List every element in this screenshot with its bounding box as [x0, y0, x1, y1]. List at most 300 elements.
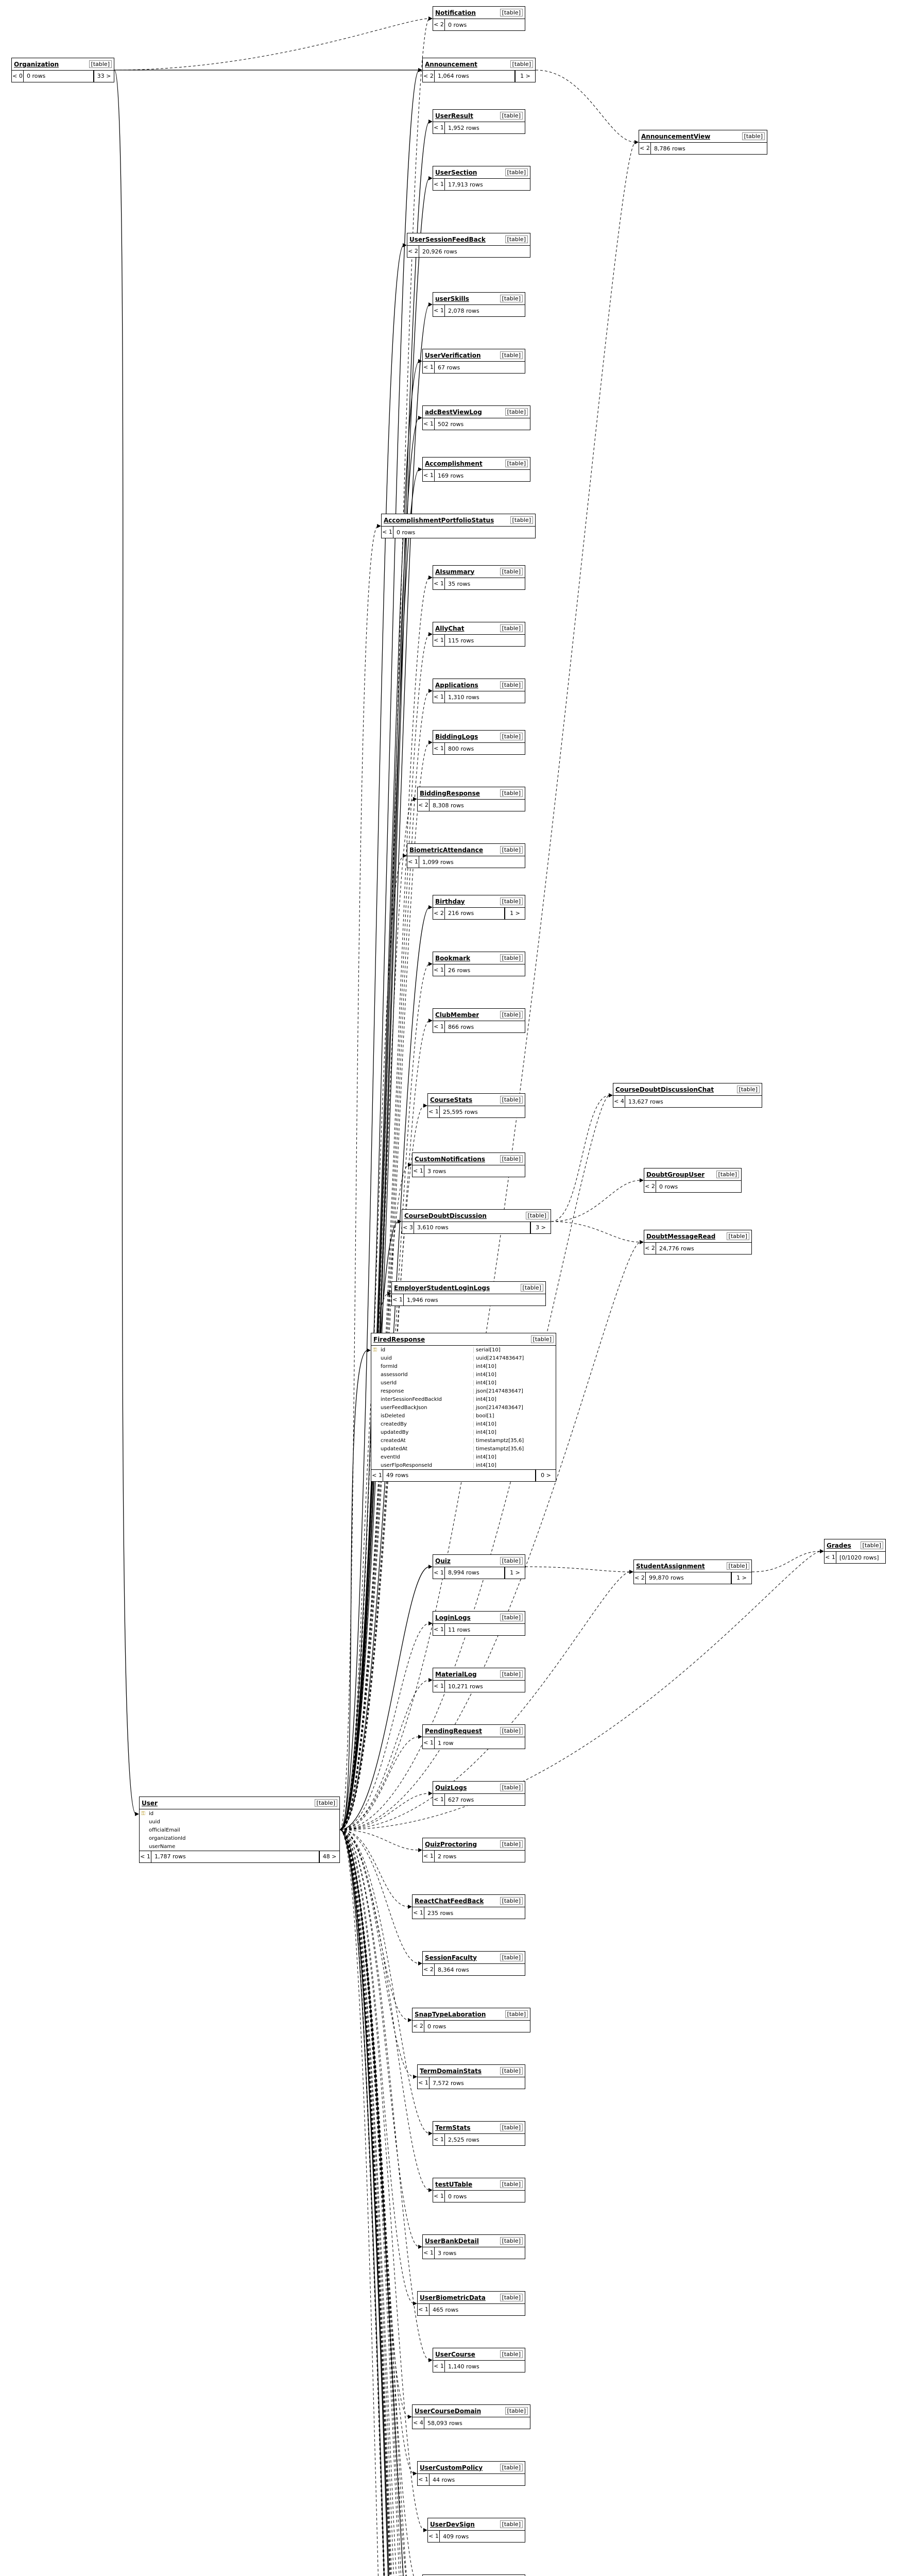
- table-footer: [433, 19, 525, 30]
- table-snap-type-laboration[interactable]: [412, 2008, 530, 2032]
- column-row: [371, 1420, 556, 1428]
- column-row: [371, 1412, 556, 1420]
- table-pending-request[interactable]: [422, 1724, 525, 1749]
- row-count: 11 rows: [448, 1626, 471, 1633]
- table-header: [644, 1230, 751, 1243]
- table-user-course-domain[interactable]: [412, 2404, 530, 2429]
- relationship-line-course-doubt-discussion-chat: [551, 1095, 610, 1222]
- relationship-line-student-notes: [340, 1830, 424, 2576]
- relationship-line-user-experience: [340, 1830, 419, 2576]
- table-name-link[interactable]: DoubtMessageRead: [646, 1232, 716, 1240]
- table-user-verification[interactable]: [422, 349, 525, 374]
- table-footer: [423, 1737, 525, 1749]
- parents-count: < 4: [613, 1096, 625, 1107]
- table-footer: [423, 470, 530, 481]
- table-user-skills[interactable]: [433, 292, 525, 317]
- column-name: createdAt: [381, 1437, 406, 1444]
- column-name: interSessionFeedBackId: [381, 1396, 442, 1402]
- row-count: 24,776 rows: [659, 1245, 694, 1252]
- row-count: 8,364 rows: [438, 1966, 469, 1973]
- table-name-link[interactable]: AllyChat: [435, 624, 465, 632]
- row-count: 866 rows: [448, 1023, 474, 1030]
- table-header: [433, 1782, 525, 1794]
- table-header: [634, 1560, 751, 1572]
- parents-count: < 2: [644, 1181, 656, 1192]
- relationship-arrow: [428, 962, 433, 966]
- table-header: [407, 844, 525, 856]
- relationship-arrow: [629, 1570, 633, 1574]
- relationship-arrow: [428, 176, 433, 180]
- table-footer: [407, 856, 525, 868]
- column-row: [140, 1818, 339, 1826]
- table-header: [423, 349, 525, 362]
- table-name-link[interactable]: QuizProctoring: [425, 1840, 477, 1848]
- parents-count: < 2: [407, 246, 419, 257]
- table-name-link[interactable]: PendingRequest: [425, 1727, 482, 1735]
- relationship-line-user-domain-data: [340, 1830, 419, 2576]
- table-name-link[interactable]: UserCourse: [435, 2350, 475, 2358]
- table-header: [433, 7, 525, 19]
- parents-count: < 1: [418, 2474, 430, 2485]
- relationship-arrow: [413, 797, 417, 801]
- parents-count: < 2: [413, 2021, 424, 2032]
- relationship-arrow: [418, 467, 422, 471]
- table-header: [423, 406, 530, 418]
- table-react-chat-feed-back[interactable]: [412, 1894, 525, 1919]
- column-name: response: [381, 1388, 404, 1394]
- table-name-link[interactable]: adcBestViewLog: [425, 408, 482, 416]
- parents-count: < 1: [433, 122, 445, 133]
- row-count: 2 rows: [438, 1853, 457, 1860]
- table-type-tag: [table]: [500, 2294, 523, 2301]
- table-name-link[interactable]: FiredResponse: [373, 1335, 425, 1343]
- parents-count: < 2: [423, 71, 435, 82]
- relationship-arrow: [367, 1348, 371, 1352]
- column-type: bool[1]: [473, 1413, 556, 1419]
- relationship-line-accomplishment-portfolio-status: [340, 526, 378, 1830]
- table-name-link[interactable]: Organization: [14, 60, 59, 68]
- table-name-link[interactable]: MaterialLog: [435, 1670, 477, 1678]
- relationship-line-off-campus: [340, 1830, 430, 2576]
- table-name-link[interactable]: AnnouncementView: [641, 132, 711, 140]
- column-name: assessorId: [381, 1371, 408, 1378]
- table-name-link[interactable]: userSkills: [435, 295, 469, 302]
- table-name-link[interactable]: QuizLogs: [435, 1784, 467, 1791]
- table-bookmark[interactable]: [433, 952, 525, 976]
- table-name-link[interactable]: UserVerification: [425, 351, 481, 359]
- table-type-tag: [table]: [500, 2124, 523, 2131]
- table-footer: [428, 1106, 525, 1117]
- table-name-link[interactable]: SessionFaculty: [425, 1954, 477, 1961]
- table-type-tag: [table]: [727, 1562, 749, 1570]
- column-row: [371, 1453, 556, 1461]
- table-biometric-attendance[interactable]: [407, 843, 525, 868]
- row-count: 20,926 rows: [422, 248, 457, 255]
- table-student-assignment[interactable]: [633, 1560, 752, 1584]
- column-type: uuid[2147483647]: [473, 1355, 556, 1361]
- column-type: int4[10]: [473, 1372, 556, 1378]
- relationship-arrow: [428, 575, 433, 580]
- relationship-arrow: [418, 1961, 422, 1965]
- table-name-link[interactable]: AccomplishmentPortfolioStatus: [384, 516, 494, 524]
- table-name-link[interactable]: Grades: [827, 1541, 851, 1549]
- relationship-arrow: [408, 2415, 412, 2419]
- table-user-result[interactable]: [433, 109, 525, 134]
- table-name-link[interactable]: CourseDoubtDiscussion: [404, 1212, 487, 1219]
- table-name-link[interactable]: ClubMember: [435, 1011, 479, 1019]
- table-quiz[interactable]: [433, 1554, 525, 1579]
- column-row: [140, 1826, 339, 1834]
- table-user-custom-policy[interactable]: [417, 2461, 525, 2486]
- table-footer: [428, 2531, 525, 2542]
- table-header: [433, 952, 525, 964]
- column-name: isDeleted: [381, 1413, 405, 1419]
- parents-count: < 1: [423, 1737, 435, 1749]
- table-name-link[interactable]: Bookmark: [435, 954, 471, 962]
- table-footer: [413, 1907, 525, 1919]
- relationship-line-announcement-view: [536, 70, 636, 142]
- table-type-tag: [table]: [737, 1086, 760, 1093]
- table-organization[interactable]: [11, 58, 114, 82]
- table-type-tag: [table]: [505, 460, 528, 467]
- table-fired-response[interactable]: [371, 1333, 556, 1482]
- column-type: json[2147483647]: [473, 1388, 556, 1394]
- row-count: 169 rows: [438, 472, 464, 479]
- column-name: officialEmail: [149, 1827, 180, 1833]
- row-count: 465 rows: [433, 2306, 459, 2313]
- primary-key-icon: ⚿: [373, 1347, 377, 1353]
- relationship-arrow: [428, 689, 433, 693]
- table-name-link[interactable]: UserBankDetail: [425, 2237, 479, 2245]
- table-ally-chat[interactable]: [433, 622, 525, 647]
- column-row: [140, 1809, 339, 1818]
- parents-count: < 2: [634, 1572, 646, 1584]
- column-list: [371, 1346, 556, 1470]
- parents-count: < 1: [433, 179, 445, 190]
- table-user-section[interactable]: [433, 166, 530, 191]
- row-count: 8,308 rows: [433, 802, 464, 809]
- parents-count: < 3: [402, 1222, 414, 1233]
- table-footer: [433, 635, 525, 646]
- table-footer: [433, 743, 525, 754]
- table-user-session-feed-back[interactable]: [407, 233, 530, 258]
- parents-count: < 1: [413, 1165, 424, 1177]
- relationship-arrow: [408, 2018, 412, 2022]
- table-footer: [433, 1794, 525, 1805]
- table-name-link[interactable]: TermDomainStats: [420, 2067, 482, 2075]
- parents-count: < 4: [413, 2417, 424, 2429]
- table-user[interactable]: [139, 1797, 340, 1863]
- parents-count: < 1: [433, 691, 445, 703]
- relationship-line-quiz: [340, 1567, 430, 1830]
- table-quiz-logs[interactable]: [433, 1781, 525, 1806]
- table-name-link[interactable]: UserSection: [435, 168, 477, 176]
- children-count: 1 >: [731, 1572, 751, 1584]
- relationship-line-user-bank-detail: [340, 1830, 419, 2247]
- row-count: [0/1020 rows]: [839, 1554, 879, 1561]
- table-footer: [433, 2361, 525, 2372]
- table-name-link[interactable]: LoginLogs: [435, 1614, 471, 1621]
- relationship-arrow: [418, 68, 422, 72]
- table-name-link[interactable]: Announcement: [425, 60, 477, 68]
- table-course-doubt-discussion-chat[interactable]: [613, 1083, 762, 1108]
- row-count: 49 rows: [383, 1470, 536, 1481]
- table-user-dev-sign[interactable]: [427, 2518, 525, 2543]
- table-type-tag: [table]: [500, 112, 523, 120]
- table-header: [428, 2518, 525, 2531]
- relationship-line-grades: [752, 1551, 821, 1572]
- table-header: [407, 233, 530, 246]
- table-header: [413, 1153, 525, 1165]
- column-row: [371, 1395, 556, 1403]
- table-name-link[interactable]: SnapTypeLaboration: [415, 2010, 486, 2018]
- table-header: [433, 2178, 525, 2191]
- table-name-link[interactable]: CourseStats: [430, 1096, 473, 1104]
- column-type: serial[10]: [473, 1347, 556, 1353]
- parents-count: < 0: [12, 71, 24, 82]
- relationship-arrow: [428, 740, 433, 744]
- table-name-link[interactable]: BiddingResponse: [420, 789, 480, 797]
- relationship-line-user-result: [340, 122, 430, 1830]
- relationship-arrow: [428, 1678, 433, 1682]
- row-count: 35 rows: [448, 580, 471, 587]
- table-name-link[interactable]: ReactChatFeedBack: [415, 1897, 484, 1905]
- table-footer: [644, 1181, 741, 1192]
- table-header: [423, 1725, 525, 1737]
- table-notification[interactable]: [433, 6, 525, 31]
- table-name-link[interactable]: Accomplishment: [425, 460, 483, 467]
- table-footer: [418, 2474, 525, 2485]
- table-name-link[interactable]: Birthday: [435, 897, 465, 905]
- table-user-bank-detail[interactable]: [422, 2234, 525, 2259]
- children-count: 1 >: [505, 1567, 525, 1579]
- table-name-link[interactable]: UserDevSign: [430, 2520, 475, 2528]
- column-name: eventId: [381, 1454, 400, 1460]
- table-name-link[interactable]: CourseDoubtDiscussionChat: [615, 1086, 714, 1093]
- table-footer: [639, 143, 767, 154]
- column-name: uuid: [381, 1355, 392, 1361]
- table-type-tag: [table]: [500, 1155, 523, 1163]
- table-accomplishment[interactable]: [422, 457, 530, 482]
- table-name-link[interactable]: UserResult: [435, 112, 473, 120]
- table-footer: [140, 1851, 339, 1862]
- column-row: [371, 1387, 556, 1395]
- table-name-link[interactable]: TermStats: [435, 2124, 471, 2131]
- children-count: 48 >: [319, 1851, 339, 1862]
- table-type-tag: [table]: [500, 1096, 523, 1104]
- table-login-logs[interactable]: [433, 1611, 525, 1636]
- table-announcement[interactable]: [422, 58, 536, 82]
- parents-count: < 1: [433, 964, 445, 976]
- table-material-log[interactable]: [433, 1668, 525, 1692]
- relationship-arrow: [418, 1848, 422, 1852]
- row-count: 0 rows: [448, 2193, 467, 2200]
- row-count: 800 rows: [448, 745, 474, 752]
- row-count: 13,627 rows: [628, 1098, 663, 1105]
- table-bidding-logs[interactable]: [433, 730, 525, 755]
- table-footer: [423, 362, 525, 373]
- table-footer: [423, 1851, 525, 1862]
- relationship-arrow: [428, 1621, 433, 1625]
- table-quiz-proctoring[interactable]: [422, 1838, 525, 1862]
- table-name-link[interactable]: AIsummary: [435, 568, 475, 575]
- table-club-member[interactable]: [433, 1008, 525, 1033]
- table-type-tag: [table]: [500, 295, 523, 302]
- table-footer: [418, 2077, 525, 2089]
- table-name-link[interactable]: Quiz: [435, 1557, 451, 1565]
- table-custom-notifications[interactable]: [412, 1153, 525, 1177]
- table-term-stats[interactable]: [433, 2121, 525, 2146]
- table-test-utable[interactable]: [433, 2178, 525, 2202]
- table-user-course[interactable]: [433, 2348, 525, 2372]
- table-name-link[interactable]: CustomNotifications: [415, 1155, 485, 1163]
- table-type-tag: [table]: [505, 408, 528, 416]
- column-type: int4[10]: [473, 1463, 556, 1468]
- children-count: 3 >: [530, 1222, 551, 1233]
- table-aisummary[interactable]: [433, 565, 525, 590]
- table-header: [433, 2122, 525, 2134]
- table-name-link[interactable]: DoubtGroupUser: [646, 1171, 705, 1178]
- column-type: timestamptz[35,6]: [473, 1438, 556, 1444]
- table-footer: [433, 578, 525, 589]
- table-footer: [433, 1567, 525, 1579]
- relationship-line-aisummary: [340, 578, 430, 1830]
- row-count: 0 rows: [24, 71, 94, 82]
- relationship-line-adc-best-view-log: [340, 418, 419, 1830]
- table-name-link[interactable]: Applications: [435, 681, 478, 689]
- table-type-tag: [table]: [505, 235, 528, 243]
- table-footer: [413, 1165, 525, 1177]
- row-count: 3,610 rows: [414, 1222, 530, 1233]
- relationship-arrow: [640, 1240, 644, 1244]
- children-count: 1 >: [515, 71, 535, 82]
- table-header: [12, 58, 114, 71]
- column-type: int4[10]: [473, 1454, 556, 1460]
- table-type-tag: [table]: [500, 2520, 523, 2528]
- row-count: 2,078 rows: [448, 307, 479, 314]
- table-bidding-response[interactable]: [417, 787, 525, 811]
- table-course-stats[interactable]: [427, 1093, 525, 1118]
- table-name-link[interactable]: UserCourseDomain: [415, 2407, 482, 2415]
- table-birthday[interactable]: [433, 895, 525, 920]
- table-session-faculty[interactable]: [422, 1951, 525, 1976]
- table-footer: [433, 1624, 525, 1635]
- parents-count: < 2: [433, 908, 445, 919]
- parents-count: < 1: [825, 1552, 836, 1563]
- table-type-tag: [table]: [500, 2350, 523, 2358]
- table-type-tag: [table]: [500, 2180, 523, 2188]
- table-header: [644, 1168, 741, 1181]
- table-name-link[interactable]: StudentAssignment: [636, 1562, 705, 1570]
- table-header: [140, 1797, 339, 1809]
- row-count: 3 rows: [427, 1167, 447, 1175]
- table-footer: [12, 71, 114, 82]
- relationship-line-doubt-message-read: [551, 1222, 641, 1242]
- table-footer: [433, 1021, 525, 1032]
- table-header: [418, 2292, 525, 2304]
- table-footer: [413, 2021, 530, 2032]
- table-doubt-group-user[interactable]: [644, 1168, 742, 1193]
- relationship-arrow: [428, 1791, 433, 1795]
- relationship-line-user-news-feed: [340, 1830, 424, 2576]
- table-header: [433, 895, 525, 908]
- parents-count: < 1: [418, 2304, 430, 2315]
- table-grades[interactable]: [824, 1539, 886, 1564]
- table-employer-student-login-logs[interactable]: [391, 1281, 546, 1306]
- table-name-link[interactable]: Notification: [435, 9, 476, 16]
- column-name: uuid: [149, 1819, 160, 1825]
- table-name-link[interactable]: UserBiometricData: [420, 2294, 486, 2301]
- table-header: [825, 1539, 885, 1552]
- parents-count: < 1: [433, 1624, 445, 1635]
- table-type-tag: [table]: [505, 168, 528, 176]
- row-count: 1,946 rows: [407, 1296, 438, 1303]
- relationship-arrow: [428, 1565, 433, 1569]
- table-type-tag: [table]: [500, 351, 523, 359]
- row-count: 0 rows: [659, 1183, 678, 1190]
- table-footer: [423, 2247, 525, 2259]
- column-row: [140, 1834, 339, 1842]
- table-type-tag: [table]: [500, 1897, 523, 1905]
- table-name-link[interactable]: User: [142, 1799, 158, 1807]
- table-footer: [423, 71, 535, 82]
- relationship-line-user-domain-logs: [340, 1830, 419, 2576]
- table-name-link[interactable]: UserSessionFeedBack: [409, 235, 486, 243]
- table-applications[interactable]: [433, 679, 525, 703]
- table-term-domain-stats[interactable]: [417, 2064, 525, 2089]
- row-count: 235 rows: [427, 1909, 454, 1917]
- table-type-tag: [table]: [500, 897, 523, 905]
- row-count: 216 rows: [445, 908, 505, 919]
- parents-count: < 1: [428, 1106, 440, 1117]
- row-count: 1 row: [438, 1739, 454, 1747]
- column-name: userFeedBackJson: [381, 1404, 427, 1411]
- table-doubt-message-read[interactable]: [644, 1230, 752, 1255]
- row-count: 58,093 rows: [427, 2419, 462, 2427]
- row-count: 0 rows: [397, 529, 416, 536]
- table-name-link[interactable]: BiometricAttendance: [409, 846, 483, 854]
- row-count: 44 rows: [433, 2476, 455, 2483]
- relationship-line-student-assignment: [525, 1567, 630, 1572]
- table-user-biometric-data[interactable]: [417, 2291, 525, 2316]
- table-footer: [418, 800, 525, 811]
- table-header: [402, 1210, 551, 1222]
- row-count: 10,271 rows: [448, 1683, 483, 1690]
- table-name-link[interactable]: UserCustomPolicy: [420, 2464, 483, 2471]
- table-name-link[interactable]: EmployerStudentLoginLogs: [394, 1284, 490, 1292]
- table-accomplishment-portfolio-status[interactable]: [381, 514, 536, 538]
- table-adc-best-view-log[interactable]: [422, 405, 530, 430]
- table-header: [433, 1668, 525, 1681]
- parents-count: < 1: [423, 418, 435, 430]
- row-count: 25,595 rows: [443, 1108, 478, 1115]
- parents-count: < 1: [413, 1907, 424, 1919]
- table-announcement-view[interactable]: [639, 130, 767, 155]
- table-header: [433, 1009, 525, 1021]
- column-row: [371, 1436, 556, 1445]
- column-name: userName: [149, 1843, 176, 1850]
- table-footer: [634, 1572, 751, 1584]
- parents-count: < 1: [423, 1851, 435, 1862]
- table-footer: [825, 1552, 885, 1563]
- relationship-line-user-eligibility: [340, 1830, 424, 2576]
- table-name-link[interactable]: testUTable: [435, 2180, 473, 2188]
- table-course-doubt-discussion[interactable]: [402, 1209, 551, 1234]
- relationship-arrow: [634, 140, 639, 144]
- table-name-link[interactable]: BiddingLogs: [435, 733, 478, 740]
- parents-count: < 1: [423, 2247, 435, 2259]
- relationship-arrow: [428, 302, 433, 307]
